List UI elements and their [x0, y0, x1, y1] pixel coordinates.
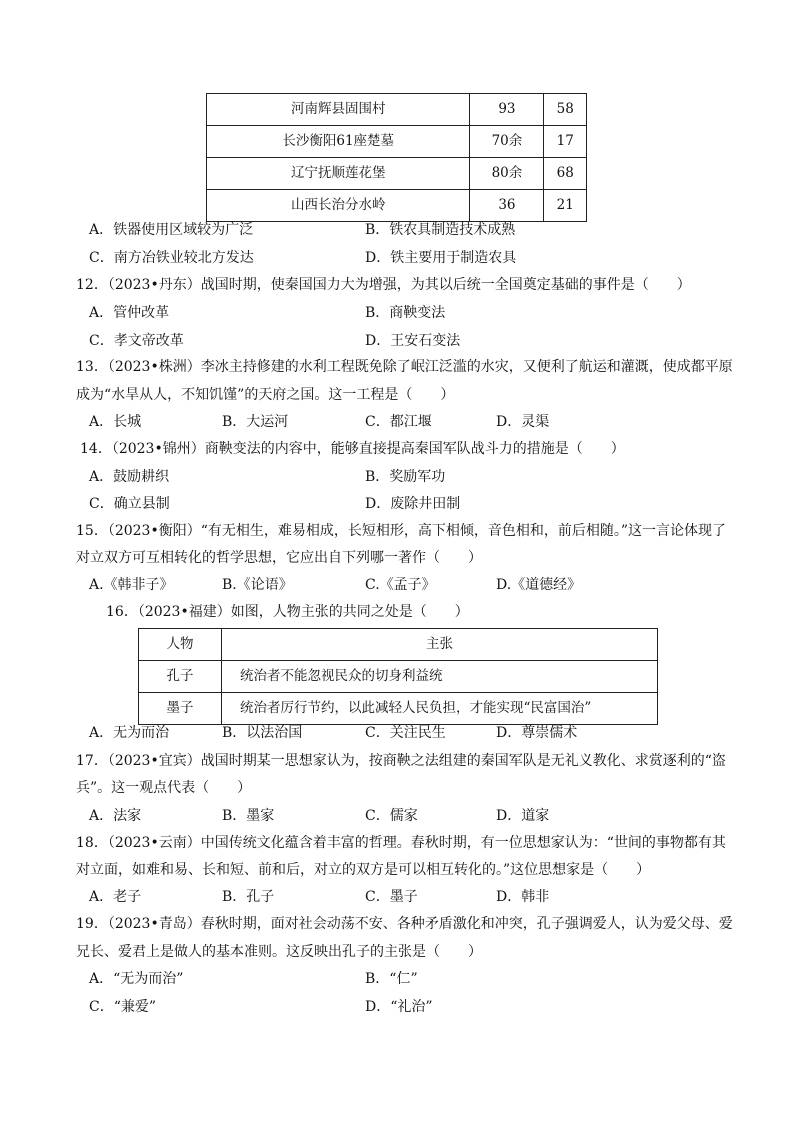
ironware-table	[206, 93, 587, 222]
q18-option-c: C．墨子	[365, 889, 418, 905]
q18-stem-line1: 18．（2023•云南）中国传统文化蕴含着丰富的哲理。春秋时期，有一位思想家认为：“世间的事物都有其	[76, 835, 726, 851]
table-cell: 统治者厉行节约，以此减轻人民负担，才能实现“民富国治”	[222, 693, 658, 725]
q13-option-c: C．都江堰	[365, 414, 432, 430]
q17-option-a: A．法家	[89, 808, 142, 824]
q14-option-a: A．鼓励耕织	[89, 469, 170, 485]
table-cell: 长沙衡阳61座楚墓	[207, 126, 470, 158]
table-cell: 墨子	[139, 693, 222, 725]
q11-option-c: C．南方冶铁业较北方发达	[89, 250, 254, 266]
table-cell: 68	[544, 158, 587, 190]
table-cell: 河南辉县固围村	[207, 94, 470, 126]
thinkers-table	[138, 628, 658, 725]
table-cell: 山西长治分水岭	[207, 190, 470, 222]
table-cell: 17	[544, 126, 587, 158]
table-header-row	[139, 629, 658, 661]
q18-option-a: A．老子	[89, 889, 142, 905]
table-row	[207, 190, 587, 222]
table-row	[139, 693, 658, 725]
q15-option-b: B.《论语》	[222, 577, 293, 593]
q16-option-d: D．尊崇儒术	[496, 725, 578, 741]
q12-option-b: B．商鞅变法	[365, 305, 446, 321]
table-header: 人物	[139, 629, 222, 661]
q16-option-b: B．以法治国	[222, 725, 303, 741]
q15-option-a: A.《韩非子》	[89, 577, 174, 593]
q15-stem-line1: 15．（2023•衡阳）“有无相生，难易相成，长短相形，高下相倾，音色相和，前后相随。”这一言论体现了	[76, 523, 727, 539]
q17-option-d: D．道家	[496, 808, 550, 824]
table-cell: 36	[470, 190, 544, 222]
table-cell: 80余	[470, 158, 544, 190]
table-cell: 辽宁抚顺莲花堡	[207, 158, 470, 190]
q11-option-a: A．铁器使用区域较为广泛	[89, 222, 254, 238]
q19-stem-line2: 兄长、爱君上是做人的基本准则。这反映出孔子的主张是（ ）	[76, 944, 482, 960]
table-row	[207, 94, 587, 126]
q15-stem-line2: 对立双方可互相转化的哲学思想，它应出自下列哪一著作（ ）	[76, 550, 482, 566]
q14-option-b: B．奖励军功	[365, 469, 446, 485]
table-row	[207, 158, 587, 190]
q14-option-d: D．废除井田制	[365, 496, 461, 512]
q18-option-b: B．孔子	[222, 889, 275, 905]
q11-option-d: D．铁主要用于制造农具	[365, 250, 517, 266]
table-header: 主张	[222, 629, 658, 661]
q13-stem-line1: 13．（2023•株洲）李冰主持修建的水利工程既免除了岷江泛滥的水灾，又便利了航运和灌溉，使成都平原	[76, 359, 733, 375]
table-cell: 58	[544, 94, 587, 126]
table-cell: 70余	[470, 126, 544, 158]
q13-option-a: A．长城	[89, 414, 142, 430]
q19-option-d: D．“礼治”	[365, 999, 433, 1015]
q19-stem-line1: 19．（2023•青岛）春秋时期，面对社会动荡不安、各种矛盾激化和冲突，孔子强调爱人，认为爱父母、爱	[76, 916, 733, 932]
q14-stem: 14．（2023•锦州）商鞅变法的内容中，能够直接提高秦国军队战斗力的措施是（ ）	[80, 441, 625, 457]
q11-option-b: B．铁农具制造技术成熟	[365, 222, 516, 238]
q13-option-d: D．灵渠	[496, 414, 550, 430]
q12-option-d: D．王安石变法	[365, 333, 461, 349]
q16-option-c: C．关注民生	[365, 725, 446, 741]
q19-option-c: C．“兼爱”	[89, 999, 157, 1015]
table-row	[139, 661, 658, 693]
q17-option-c: C．儒家	[365, 808, 418, 824]
q12-option-c: C．孝文帝改革	[89, 333, 184, 349]
q13-option-b: B．大运河	[222, 414, 289, 430]
q17-stem-line2: 兵”。这一观点代表（ ）	[76, 780, 252, 796]
q18-option-d: D．韩非	[496, 889, 550, 905]
table-cell: 统治者不能忽视民众的切身利益统	[222, 661, 658, 693]
q12-stem: 12．（2023•丹东）战国时期，使秦国国力大为增强，为其以后统一全国奠定基础的事件是（ ）	[76, 277, 691, 293]
table-row	[207, 126, 587, 158]
q15-option-c: C.《孟子》	[365, 577, 436, 593]
q17-option-b: B．墨家	[222, 808, 275, 824]
q14-option-c: C．确立县制	[89, 496, 170, 512]
q15-option-d: D.《道德经》	[496, 577, 582, 593]
table-cell: 93	[470, 94, 544, 126]
q13-stem-line2: 成为“水旱从人，不知饥馑”的天府之国。这一工程是（ ）	[76, 387, 455, 403]
q19-option-b: B．“仁”	[365, 971, 418, 987]
table-cell: 21	[544, 190, 587, 222]
q12-option-a: A．管仲改革	[89, 305, 170, 321]
q16-stem: 16．（2023•福建）如图，人物主张的共同之处是（ ）	[106, 604, 469, 620]
q19-option-a: A．“无为而治”	[89, 971, 184, 987]
q16-option-a: A．无为而治	[89, 725, 170, 741]
table-cell: 孔子	[139, 661, 222, 693]
q17-stem-line1: 17．（2023•宜宾）战国时期某一思想家认为，按商鞅之法组建的秦国军队是无礼义教化、求赏逐利的“盗	[76, 753, 726, 769]
q18-stem-line2: 对立面，如难和易、长和短、前和后，对立的双方是可以相互转化的。”这位思想家是（ ）	[76, 862, 651, 878]
